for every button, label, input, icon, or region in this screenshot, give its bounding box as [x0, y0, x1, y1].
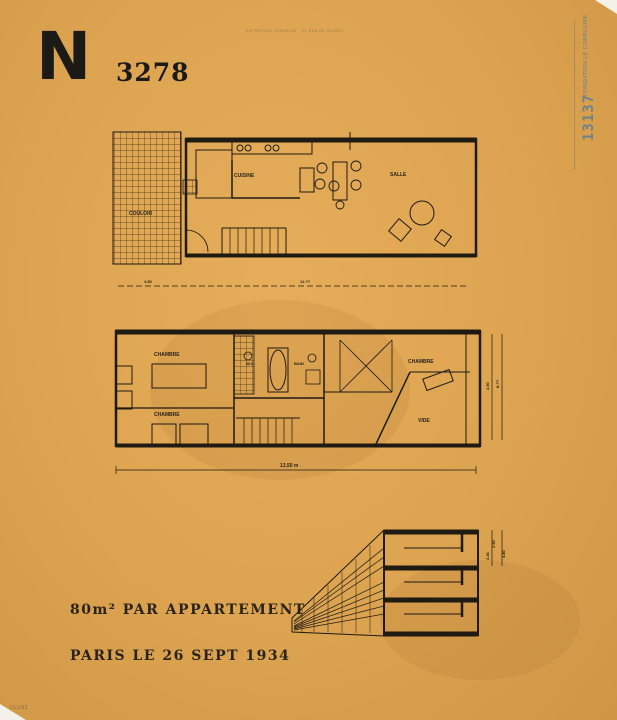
upper-south-wall — [186, 254, 476, 257]
area-caption: 80m² PAR APPARTEMENT — [70, 602, 306, 618]
dimension-height: 8.?? — [495, 379, 500, 388]
section-dim-1: 2.26 — [485, 552, 490, 560]
foundation-stamp: FONDATION LE CORBUSIER — [583, 14, 589, 96]
corner-note: I/11/93 — [10, 705, 28, 711]
dimension-detail: 2.50 — [485, 382, 490, 390]
upper-north-wall — [186, 138, 476, 142]
sheet-letter: N — [36, 18, 92, 95]
section-perspective — [292, 530, 502, 636]
room-label-bain: BAIN — [294, 361, 304, 366]
section-dim-2: 2.50 — [491, 540, 496, 548]
room-label-chambre-3: CHAMBRE — [408, 359, 434, 365]
dimension-upper-left: 4.50 — [144, 279, 152, 284]
sheet-number: 3278 — [116, 58, 190, 87]
room-label-chambre-1: CHAMBRE — [154, 352, 180, 358]
date-caption: PARIS LE 26 SEPT 1934 — [70, 648, 291, 664]
upper-floor-plan — [113, 132, 476, 286]
room-label-chambre-2: CHAMBRE — [154, 412, 180, 418]
dimension-upper-main: 11.?? — [300, 279, 311, 284]
dimension-overall: 13,50 m — [280, 463, 299, 469]
section-dim-3: 4.80 — [501, 550, 506, 558]
room-label-cuisine: CUISINE — [234, 173, 255, 179]
couloir-floor-grid — [113, 132, 181, 264]
room-label-wc: W.C — [246, 361, 254, 366]
lower-north-wall — [116, 330, 480, 334]
room-label-salle: SALLE — [390, 172, 407, 178]
room-label-couloir: COULOIR — [129, 211, 153, 217]
room-label-vide: VIDE — [418, 418, 430, 424]
header-small-text: ENTREPRISE GENERALE · 35 RUE DE SEVRES — [246, 29, 344, 33]
archive-number: 13137 — [581, 93, 597, 141]
